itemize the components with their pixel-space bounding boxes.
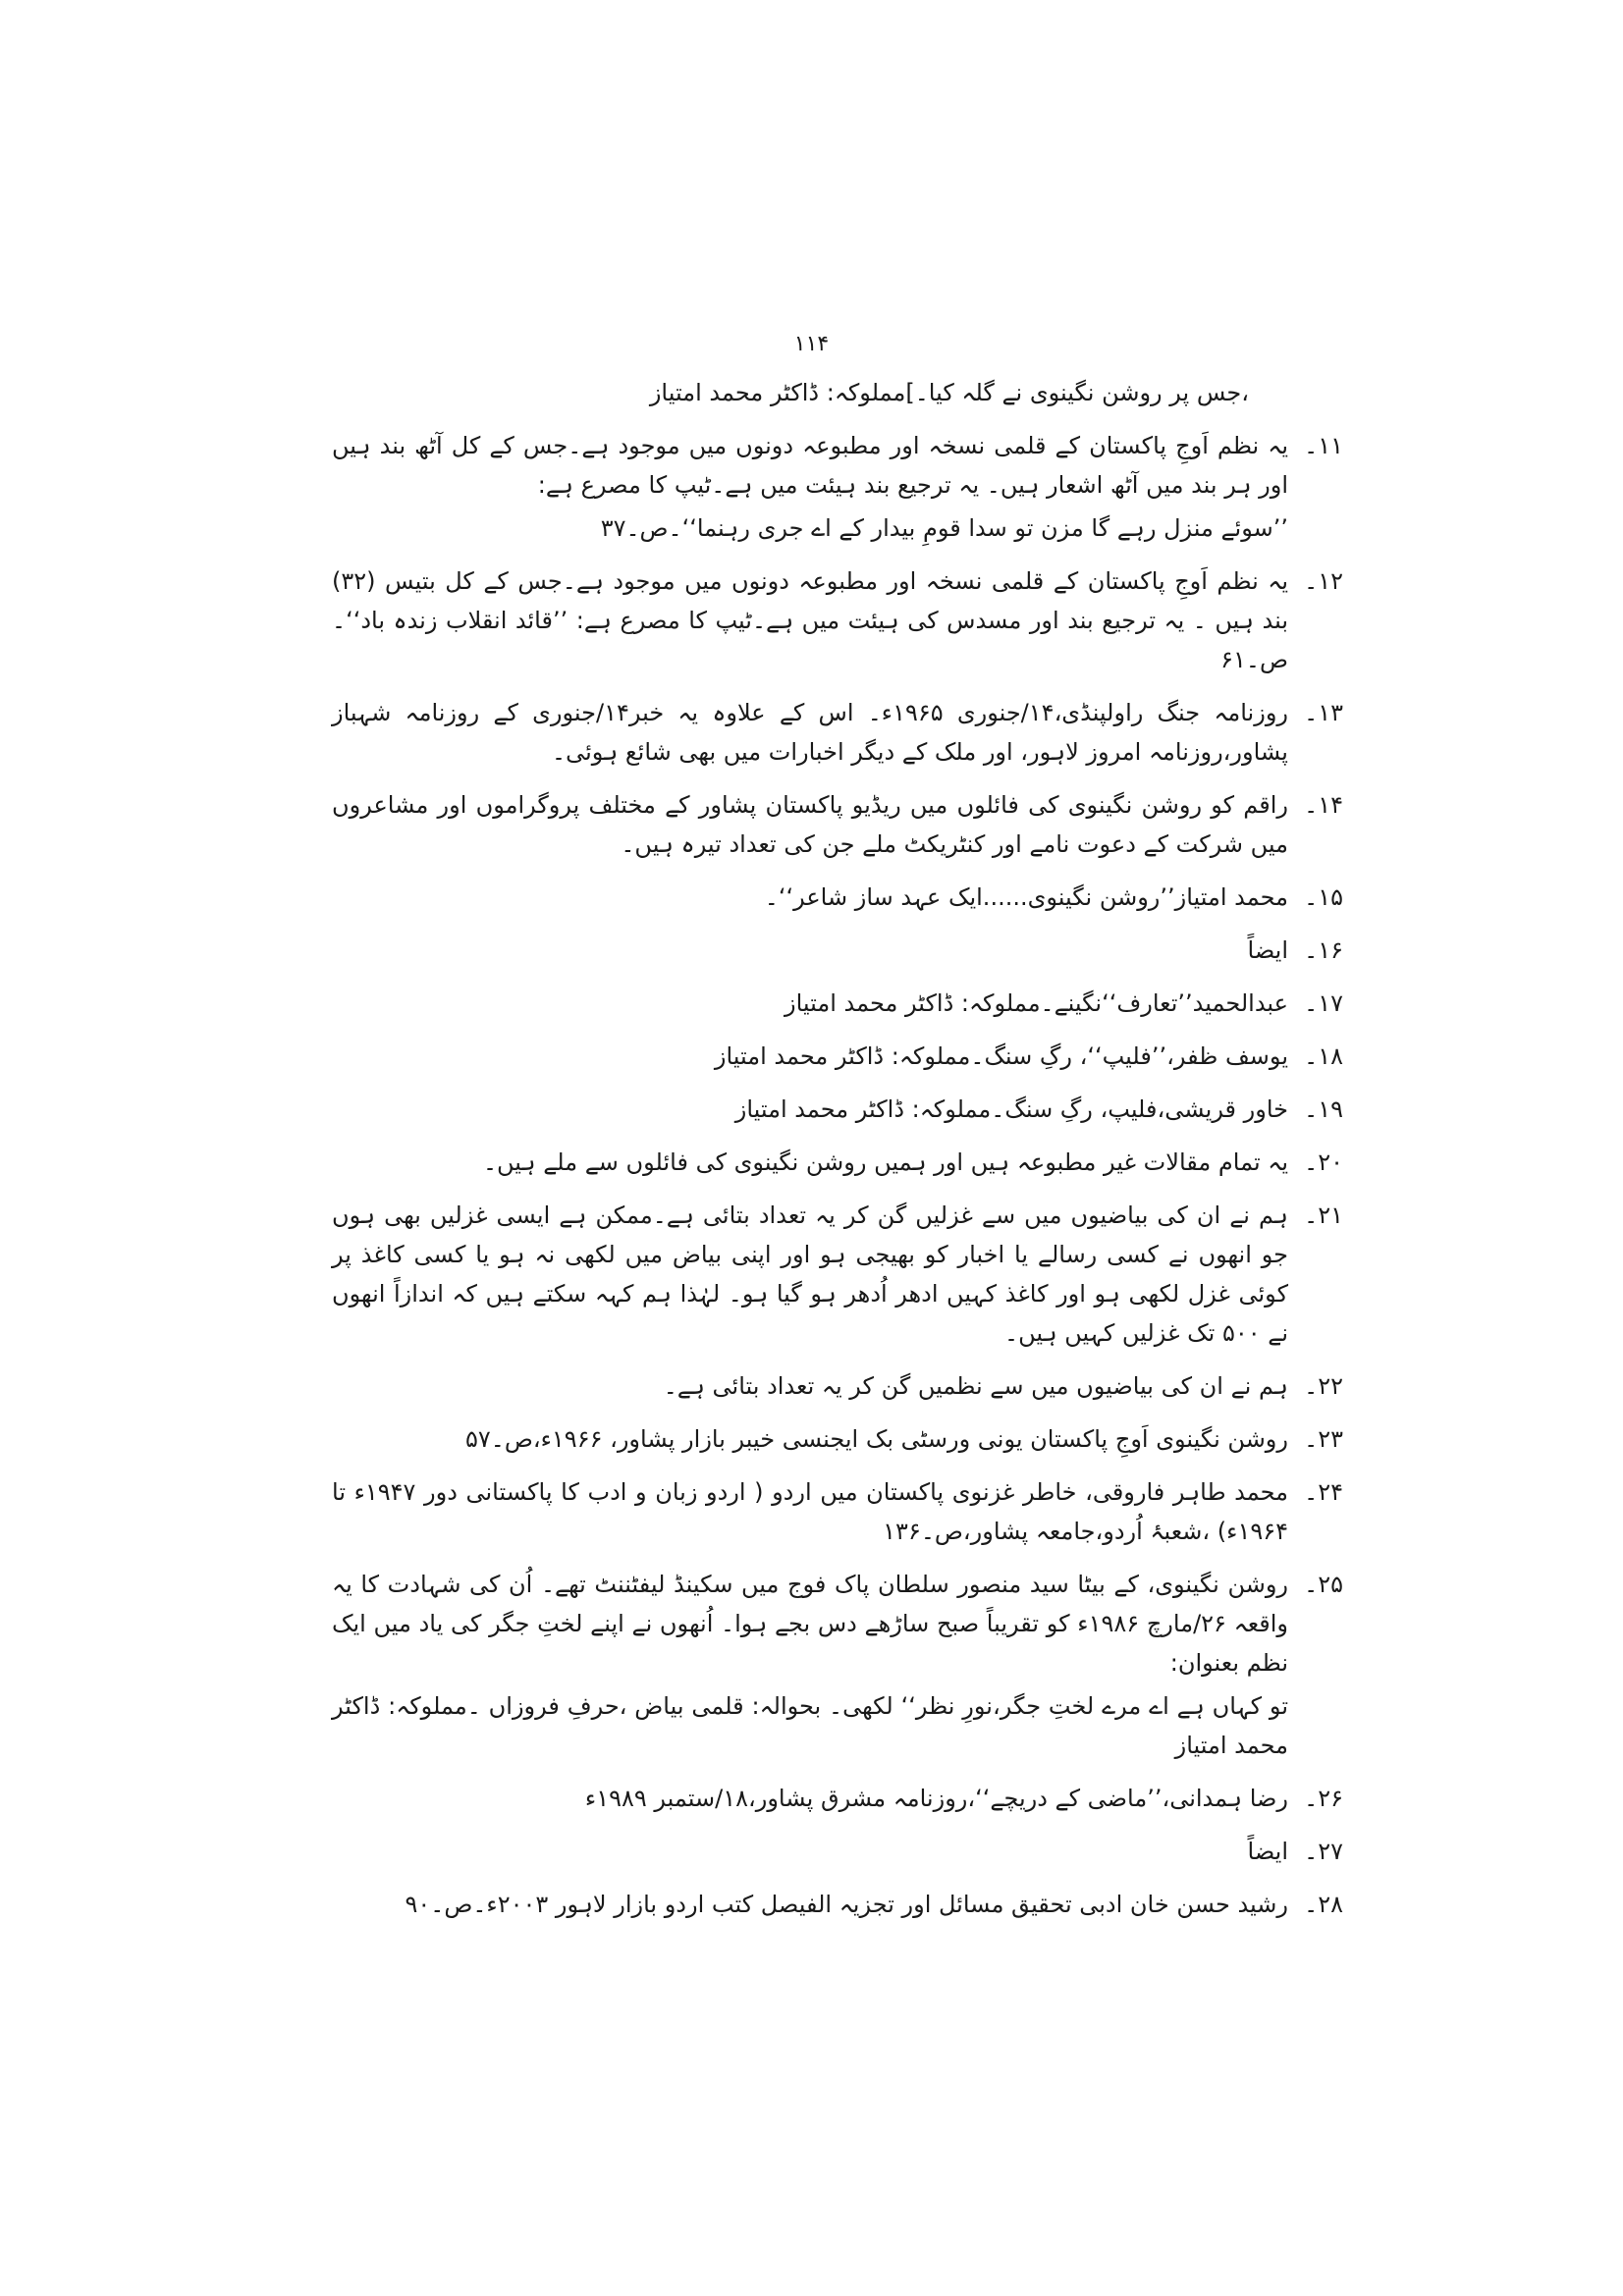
endnote-number: ۲۴۔ xyxy=(1304,1478,1343,1506)
page-number: ۱۱۴ xyxy=(793,332,830,356)
endnote-number: ۲۱۔ xyxy=(1304,1201,1343,1229)
endnote-text: ہم نے ان کی بیاضیوں میں سے نظمیں گن کر یہ تعداد بتائی ہے۔ xyxy=(663,1372,1288,1400)
endnote-15 xyxy=(332,878,1343,917)
endnote-21 xyxy=(332,1196,1343,1353)
endnote-body xyxy=(332,1037,1288,1076)
endnote-27 xyxy=(332,1832,1343,1871)
endnote-number: ۱۵۔ xyxy=(1304,883,1343,911)
endnote-body xyxy=(332,785,1288,864)
endnote-text: یوسف ظفر،’’فلیپ‘‘، رگِ سنگ۔مملوکہ: ڈاکٹر محمد امتیاز xyxy=(714,1042,1288,1070)
endnote-number: ۱۸۔ xyxy=(1304,1042,1343,1070)
endnote-24 xyxy=(332,1472,1343,1551)
endnote-26 xyxy=(332,1779,1343,1818)
endnote-16 xyxy=(332,931,1343,970)
endnote-number: ۱۷۔ xyxy=(1304,989,1343,1017)
endnote-23 xyxy=(332,1419,1343,1459)
endnote-number: ۱۳۔ xyxy=(1304,699,1343,726)
endnote-text: یہ نظم اَوجِ پاکستان کے قلمی نسخہ اور مطبوعہ دونوں میں موجود ہے۔جس کے کل آٹھ بند ہیں اور ہر بند میں آٹھ اشعار ہیں۔ یہ ترجیع بند ہیئت میں ہے۔ٹیپ کا مصرع ہے: xyxy=(332,432,1288,499)
endnote-number: ۲۷۔ xyxy=(1304,1838,1343,1865)
endnote-number: ۲۰۔ xyxy=(1304,1148,1343,1176)
endnote-body xyxy=(332,878,1288,917)
endnote-body xyxy=(332,1885,1288,1924)
endnote-number: ۱۲۔ xyxy=(1304,567,1343,595)
endnote-body xyxy=(332,931,1288,970)
endnote-text: ایضاً xyxy=(1247,936,1288,964)
endnote-18 xyxy=(332,1037,1343,1076)
endnote-body xyxy=(332,1090,1288,1129)
endnote-text: ایضاً xyxy=(1247,1838,1288,1865)
endnote-body xyxy=(332,693,1288,772)
endnote-number: ۱۶۔ xyxy=(1304,936,1343,964)
endnote-body xyxy=(332,984,1288,1023)
endnote-19 xyxy=(332,1090,1343,1129)
endnote-22 xyxy=(332,1366,1343,1406)
endnote-28 xyxy=(332,1885,1343,1924)
continued-note-line: ،جس پر روشن نگینوی نے گلہ کیا۔]مملوکہ: ڈاکٹر محمد امتیاز xyxy=(649,379,1249,406)
endnote-text: روزنامہ جنگ راولپنڈی،۱۴/جنوری ۱۹۶۵ء۔ اس کے علاوہ یہ خبر۱۴/جنوری کے روزنامہ شہباز پشاور،روزنامہ امروز لاہور، اور ملک کے دیگر اخبارات میں بھی شائع ہوئی۔ xyxy=(332,699,1288,766)
endnote-body xyxy=(332,1565,1288,1765)
endnote-body xyxy=(332,1419,1288,1459)
endnote-number: ۱۱۔ xyxy=(1304,432,1343,459)
endnote-text: رشید حسن خان ادبی تحقیق مسائل اور تجزیہ الفیصل کتب اردو بازار لاہور ۲۰۰۳ء۔ص۔۹۰ xyxy=(405,1891,1288,1918)
endnote-body xyxy=(332,426,1288,548)
endnote-body xyxy=(332,1196,1288,1353)
endnote-body xyxy=(332,1472,1288,1551)
endnote-number: ۲۲۔ xyxy=(1304,1372,1343,1400)
endnote-text: محمد امتیاز’’روشن نگینوی......ایک عہد ساز شاعر‘‘۔ xyxy=(764,883,1288,911)
endnote-number: ۱۴۔ xyxy=(1304,791,1343,819)
endnote-quote: تو کہاں ہے اے مرے لختِ جگر،نورِ نظر‘‘ لکھی۔ بحوالہ: قلمی بیاض ،حرفِ فروزاں ۔مملوکہ: ڈاکٹر محمد امتیاز xyxy=(332,1692,1288,1759)
endnote-17 xyxy=(332,984,1343,1023)
endnote-text: راقم کو روشن نگینوی کی فائلوں میں ریڈیو پاکستان پشاور کے مختلف پروگراموں اور مشاعروں میں شرکت کے دعوت نامے اور کنٹریکٹ ملے جن کی تعداد تیرہ ہیں۔ xyxy=(332,791,1288,858)
endnote-11 xyxy=(332,426,1343,548)
endnote-text: روشن نگینوی، کے بیٹا سید منصور سلطان پاک فوج میں سکینڈ لیفٹننٹ تھے۔ اُن کی شہادت کا یہ واقعہ ۲۶/مارچ ۱۹۸۶ء کو تقریباً صبح ساڑھے دس بجے ہوا۔ اُنھوں نے اپنے لختِ جگر کی یاد میں ایک نظم بعنوان: xyxy=(332,1571,1289,1677)
endnote-number: ۲۳۔ xyxy=(1304,1425,1343,1453)
endnote-text: یہ نظم اَوجِ پاکستان کے قلمی نسخہ اور مطبوعہ دونوں میں موجود ہے۔جس کے کل بتیس (۳۲) بند ہیں ۔ یہ ترجیع بند اور مسدس کی ہیئت میں ہے۔ٹیپ کا مصرع ہے: ’’قائد انقلاب زندہ باد‘‘۔ص۔۶۱ xyxy=(332,567,1288,673)
endnote-number: ۱۹۔ xyxy=(1304,1095,1343,1123)
endnote-body xyxy=(332,1832,1288,1871)
endnote-12 xyxy=(332,561,1343,679)
endnote-text: خاور قریشی،فلیپ، رگِ سنگ۔مملوکہ: ڈاکٹر محمد امتیاز xyxy=(734,1095,1288,1123)
endnote-13 xyxy=(332,693,1343,772)
endnote-text: یہ تمام مقالات غیر مطبوعہ ہیں اور ہمیں روشن نگینوی کی فائلوں سے ملے ہیں۔ xyxy=(482,1148,1288,1176)
endnote-body xyxy=(332,1366,1288,1406)
endnote-text: رضا ہمدانی،’’ماضی کے دریچے‘‘،روزنامہ مشرق پشاور،۱۸/ستمبر ۱۹۸۹ء xyxy=(584,1785,1288,1812)
endnote-text: روشن نگینوی اَوجِ پاکستان یونی ورسٹی بک ایجنسی خیبر بازار پشاور، ۱۹۶۶ء،ص۔۵۷ xyxy=(465,1425,1288,1453)
endnote-20 xyxy=(332,1143,1343,1182)
endnote-number: ۲۵۔ xyxy=(1304,1571,1343,1598)
endnote-14 xyxy=(332,785,1343,864)
endnote-text: عبدالحمید’’تعارف‘‘نگینے۔مملوکہ: ڈاکٹر محمد امتیاز xyxy=(784,989,1288,1017)
endnote-body xyxy=(332,561,1288,679)
endnote-text: محمد طاہر فاروقی، خاطر غزنوی پاکستان میں اردو ( اردو زبان و ادب کا پاکستانی دور ۱۹۴۷ء تا ۱۹۶۴ء) ،شعبۂ اُردو،جامعہ پشاور،ص۔۱۳۶ xyxy=(332,1478,1288,1545)
endnote-25 xyxy=(332,1565,1343,1765)
endnote-body xyxy=(332,1143,1288,1182)
endnote-text: ہم نے ان کی بیاضیوں میں سے غزلیں گن کر یہ تعداد بتائی ہے۔ممکن ہے ایسی غزلیں بھی ہوں جو انھوں نے کسی رسالے یا اخبار کو بھیجی ہو اور اپنی بیاض میں لکھی نہ ہو یا کسی کاغذ پر کوئی غزل لکھی ہو اور کاغذ کہیں ادھر اُدھر ہو گیا ہو۔ لہٰذا ہم کہہ سکتے ہیں کہ اندازاً انھوں نے ۵۰۰ تک غزلیں کہیں ہیں۔ xyxy=(332,1201,1288,1347)
endnote-quote: ’’سوئے منزل رہے گا مزن تو سدا قومِ بیدار کے اے جری رہنما‘‘۔ص۔۳۷ xyxy=(600,514,1288,542)
endnotes-list xyxy=(332,373,1343,1938)
endnote-number: ۲۶۔ xyxy=(1304,1785,1343,1812)
endnote-body xyxy=(332,1779,1288,1818)
endnote-number: ۲۸۔ xyxy=(1304,1891,1343,1918)
